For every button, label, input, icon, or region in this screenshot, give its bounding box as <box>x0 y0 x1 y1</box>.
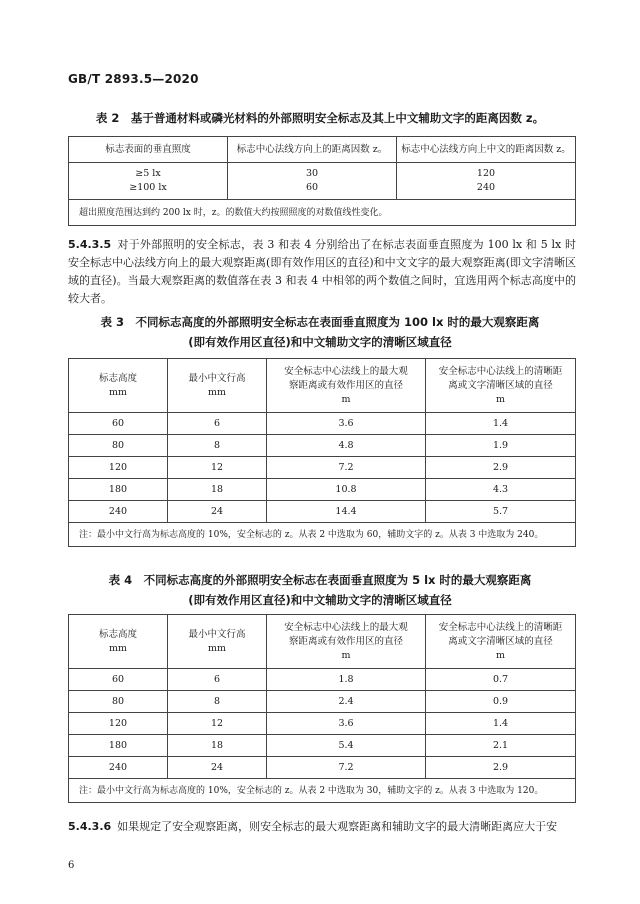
header-unit: m <box>495 649 505 661</box>
table3-header-row <box>69 359 576 413</box>
table-cell: 18 <box>168 479 267 501</box>
table-row <box>69 691 576 713</box>
header-line: 标志高度 <box>98 372 137 384</box>
table-cell: 60 <box>228 181 397 200</box>
table-row <box>69 501 576 523</box>
table-cell: 120 <box>397 163 576 182</box>
header-unit: m <box>341 393 351 405</box>
table4-caption-line1: 表 4 不同标志高度的外部照明安全标志在表面垂直照度为 5 lx 时的最大观察距离 <box>108 573 532 587</box>
table3-caption-line1: 表 3 不同标志高度的外部照明安全标志在表面垂直照度为 100 lx 时的最大观察距离 <box>100 315 540 329</box>
table3-header-cell <box>168 359 267 413</box>
header-line: 安全标志中心法线上的最大观 <box>284 365 408 377</box>
table2-note: 超出照度范围达到约 200 lx 时，z。的数值大约按照照度的对数值线性变化。 <box>69 200 576 226</box>
table2 <box>68 136 576 226</box>
section-number: 5.4.3.6 <box>68 820 112 833</box>
header-line: 安全标志中心法线上的最大观 <box>284 621 408 633</box>
table4-header-cell <box>426 615 576 669</box>
table3-note-row <box>69 523 576 547</box>
table-cell: 240 <box>397 181 576 200</box>
table2-caption: 表 2 基于普通材料或磷光材料的外部照明安全标志及其上中文辅助文字的距离因数 z。 <box>95 111 545 125</box>
table4-header-cell <box>69 615 168 669</box>
table-cell: 30 <box>228 163 397 182</box>
header-unit: mm <box>108 386 128 398</box>
table-cell: 7.2 <box>267 457 426 479</box>
table4-header-cell <box>168 615 267 669</box>
table2-header-cell: 标志中心法线方向上的距离因数 z。 <box>228 137 397 163</box>
table-cell: ≥5 lx <box>69 163 228 182</box>
header-line: 察距离或有效作用区的直径 <box>288 635 403 647</box>
table-cell: 4.8 <box>267 435 426 457</box>
table-cell: 8 <box>168 691 267 713</box>
table-cell: 3.6 <box>267 713 426 735</box>
table-cell: 6 <box>168 413 267 435</box>
table4 <box>68 614 576 803</box>
table-cell: 240 <box>69 501 168 523</box>
table-cell: 6 <box>168 669 267 691</box>
table-cell: ≥100 lx <box>69 181 228 200</box>
header-line: 最小中文行高 <box>188 372 246 384</box>
header-unit: m <box>495 393 505 405</box>
table-cell: 12 <box>168 457 267 479</box>
table-cell: 80 <box>69 435 168 457</box>
table3-note: 注：最小中文行高为标志高度的 10%，安全标志的 z。从表 2 中选取为 60，辅助文字的 z。从表 3 中选取为 240。 <box>69 523 576 547</box>
paragraph-text: 如果规定了安全观察距离，则安全标志的最大观察距离和辅助文字的最大清晰距离应大于安 <box>117 820 558 833</box>
table3-header-cell <box>69 359 168 413</box>
header-unit: mm <box>207 386 227 398</box>
table-row <box>69 757 576 779</box>
header-unit: mm <box>207 642 227 654</box>
table-row <box>69 163 576 182</box>
table-cell: 12 <box>168 713 267 735</box>
table-cell: 80 <box>69 691 168 713</box>
section-number: 5.4.3.5 <box>68 238 112 251</box>
paragraph-5-4-3-5 <box>68 236 576 308</box>
table-row <box>69 413 576 435</box>
table4-note: 注：最小中文行高为标志高度的 10%，安全标志的 z。从表 2 中选取为 30，辅助文字的 z。从表 3 中选取为 120。 <box>69 779 576 803</box>
table-row <box>69 713 576 735</box>
table-cell: 1.9 <box>426 435 576 457</box>
table4-header-row <box>69 615 576 669</box>
table-cell: 180 <box>69 735 168 757</box>
table-cell: 4.3 <box>426 479 576 501</box>
table-cell: 60 <box>69 669 168 691</box>
table4-header-cell <box>267 615 426 669</box>
table3 <box>68 358 576 547</box>
page-number: 6 <box>68 860 75 871</box>
table-cell: 5.7 <box>426 501 576 523</box>
paragraph-text: 对于外部照明的安全标志，表 3 和表 4 分别给出了在标志表面垂直照度为 100 lx 和 5 lx 时安全标志中心法线方向上的最大观察距离(即有效作用区的直径)和中文文字的最大观察距离(即文字清晰区域的直径)。当最大观察距离的数值落在表 3 和表 4 中相邻的两个数值之间时，宜选用两个标志高度中的较大者。 <box>68 238 576 305</box>
table3-header-cell <box>267 359 426 413</box>
table-cell: 18 <box>168 735 267 757</box>
table2-note-row <box>69 200 576 226</box>
table-cell: 2.1 <box>426 735 576 757</box>
header-unit: mm <box>108 642 128 654</box>
table4-caption-line2: (即有效作用区直径)和中文辅助文字的清晰区域直径 <box>188 593 452 607</box>
table-cell: 2.9 <box>426 457 576 479</box>
header-line: 最小中文行高 <box>188 628 246 640</box>
table2-header-cell: 标志中心法线方向上中文的距离因数 z。 <box>397 137 576 163</box>
table-cell: 2.4 <box>267 691 426 713</box>
table-cell: 0.7 <box>426 669 576 691</box>
table-row <box>69 479 576 501</box>
table-cell: 120 <box>69 713 168 735</box>
table-cell: 2.9 <box>426 757 576 779</box>
header-line: 离或文字清晰区域的直径 <box>448 379 553 391</box>
table-cell: 1.4 <box>426 413 576 435</box>
table3-caption-line2: (即有效作用区直径)和中文辅助文字的清晰区域直径 <box>188 335 452 349</box>
table-cell: 14.4 <box>267 501 426 523</box>
header-line: 标志高度 <box>98 628 137 640</box>
table-row <box>69 669 576 691</box>
table2-header-cell: 标志表面的垂直照度 <box>69 137 228 163</box>
header-line: 察距离或有效作用区的直径 <box>288 379 403 391</box>
table-cell: 1.4 <box>426 713 576 735</box>
table-cell: 24 <box>168 757 267 779</box>
table-cell: 120 <box>69 457 168 479</box>
table-row <box>69 457 576 479</box>
standard-code: GB/T 2893.5—2020 <box>68 72 199 86</box>
table-cell: 24 <box>168 501 267 523</box>
table2-header-row <box>69 137 576 163</box>
header-line: 安全标志中心法线上的清晰距 <box>438 621 563 633</box>
table-cell: 5.4 <box>267 735 426 757</box>
table-cell: 3.6 <box>267 413 426 435</box>
header-line: 离或文字清晰区域的直径 <box>448 635 553 647</box>
table4-note-row <box>69 779 576 803</box>
table-cell: 60 <box>69 413 168 435</box>
table3-header-cell <box>426 359 576 413</box>
table-cell: 7.2 <box>267 757 426 779</box>
table-cell: 240 <box>69 757 168 779</box>
table-cell: 8 <box>168 435 267 457</box>
table-cell: 0.9 <box>426 691 576 713</box>
table-row <box>69 181 576 200</box>
table-cell: 10.8 <box>267 479 426 501</box>
table-row <box>69 735 576 757</box>
header-line: 安全标志中心法线上的清晰距 <box>438 365 563 377</box>
header-unit: m <box>341 649 351 661</box>
table-row <box>69 435 576 457</box>
table-cell: 1.8 <box>267 669 426 691</box>
paragraph-5-4-3-6 <box>68 818 576 836</box>
table-cell: 180 <box>69 479 168 501</box>
